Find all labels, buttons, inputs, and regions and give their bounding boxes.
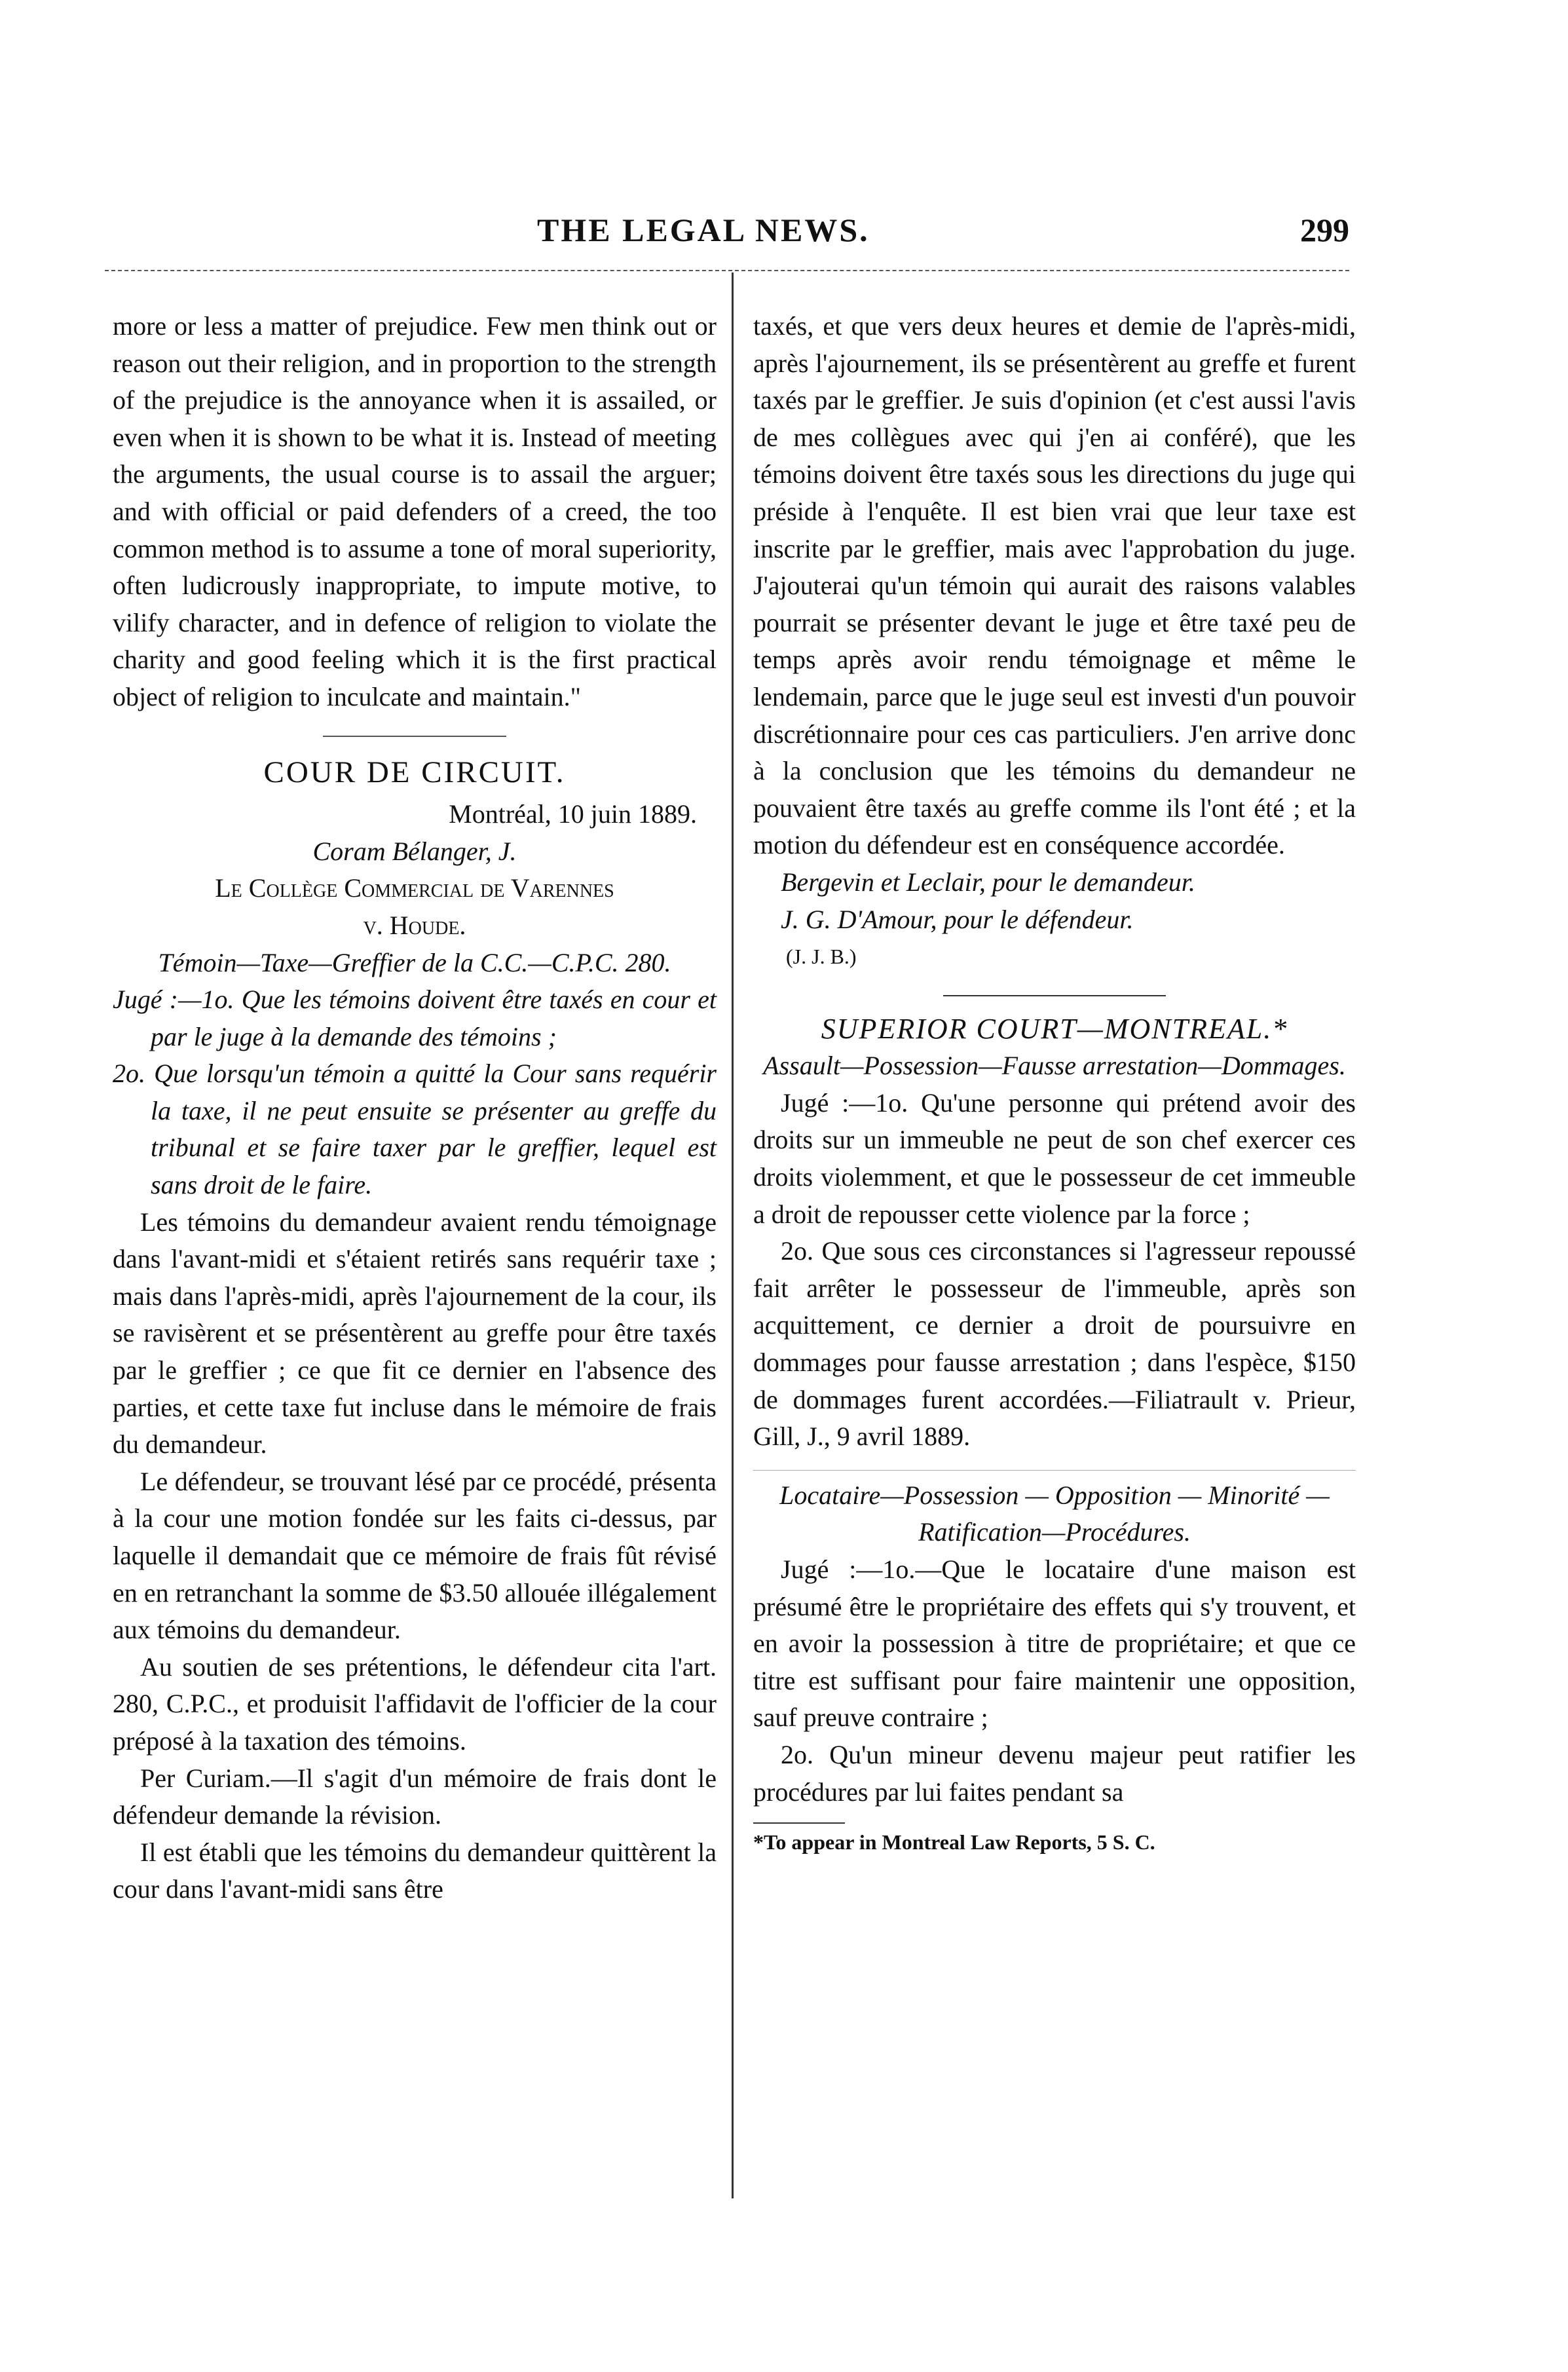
place-date: Montréal, 10 juin 1889. [449,799,697,829]
footnote-rule [753,1822,845,1824]
left-column [113,308,717,1908]
header-rule [105,270,1349,271]
holding-2: 2o. Que sous ces circonstances si l'agresseur repoussé fait arrêter le possesseur de l'immeuble, après son acquittement, ce dernier a droit de poursuivre en dommages pour fausse arrestation ; dans l'espèce, $150 de dommages furent accordées.—Filiatrault v. Prieur, Gill, J., 9 avril 1889. [753,1236,1356,1452]
holding-2: 2o. Que lorsqu'un témoin a quitté la Cour sans requérir la taxe, il ne peut ensuite se présenter au greffe du tribunal et se faire taxer par le greffier, lequel est sans droit de le faire. [113,1059,717,1200]
counsel-defendant: J. G. D'Amour, pour le défendeur. [781,904,1134,934]
case-subject: Assault—Possession—Fausse arrestation—Dommages. [763,1051,1346,1081]
section-separator [753,1470,1356,1471]
case-parties-defendant: v. Houde. [363,910,466,940]
paragraph: Les témoins du demandeur avaient rendu témoignage dans l'avant-midi et s'étaient retirés sans requérir taxe ; mais dans l'après-midi, après l'ajournement de la cour, ils se ravisèrent et se présentèrent au greffe pour être taxés par le greffier ; ce que fit ce dernier en l'absence des parties, et cette taxe fut incluse dans le mémoire de frais du demandeur. [113,1207,717,1459]
running-header [105,211,1349,257]
court-heading: COUR DE CIRCUIT. [263,755,566,789]
case-subject: Témoin—Taxe—Greffier de la C.C.—C.P.C. 280. [158,947,671,977]
paragraph: Il est établi que les témoins du demandeur quittèrent la cour dans l'avant-midi sans être [113,1837,717,1904]
section-separator [943,995,1166,996]
holding-1: Jugé :—1o. Qu'une personne qui prétend avoir des droits sur un immeuble ne peut de son chef exercer ces droits violemment, et que le possesseur de cet immeuble a droit de repousser cette violence par la force ; [753,1087,1356,1229]
holding-1: Jugé :—1o. Que les témoins doivent être taxés en cour et par le juge à la demande des témoins ; [113,985,717,1051]
case-subject: Locataire—Possession — Opposition — Minorité —Ratification—Procédures. [779,1480,1330,1547]
paragraph: taxés, et que vers deux heures et demie de l'après-midi, après l'ajournement, ils se présentèrent au greffe et furent taxés par le greffier. Je suis d'opinion (et c'est aussi l'avis de mes collègues avec qui j'en ai conféré), que les témoins doivent être taxés sous les directions du juge qui préside à l'enquête. Il est bien vrai que leur taxe est inscrite par le greffier, mais avec l'approbation du juge. J'ajouterai qu'un témoin qui aurait des raisons valables pourrait se présenter devant le juge et être taxé peu de temps après avoir rendu témoignage et même le lendemain, parce que le juge seul est investi d'un pouvoir discrétionnaire pour ces cas particuliers. J'en arrive donc à la conclusion que les témoins du demandeur ne pouvaient être taxés au greffe comme ils l'ont été ; et la motion du défendeur est en conséquence accordée. [753,311,1356,860]
coram-line: Coram Bélanger, J. [312,836,517,866]
paragraph: more or less a matter of prejudice. Few men think out or reason out their religion, and in proportion to the strength of the prejudice is the annoyance when it is assailed, or even when it is shown to be what it is. Instead of meeting the arguments, the usual course is to assail the arguer; and with official or paid defenders of a creed, the too common method is to assume a tone of moral superiority, often ludicrously inappropriate, to impute motive, to vilify character, and in defence of religion to violate the charity and good feeling which it is the first practical object of religion to inculcate and maintain." [113,311,717,711]
paragraph: Au soutien de ses prétentions, le défendeur cita l'art. 280, C.P.C., et produisit l'affidavit de l'officier de la cour préposé à la taxation des témoins. [113,1651,717,1756]
holding-1: Jugé :—1o.—Que le locataire d'une maison est présumé être le propriétaire des effets qui s'y trouvent, et en avoir la possession à titre de propriétaire; et que ce titre est suffisant pour faire maintenir une opposition, sauf preuve contraire ; [753,1554,1356,1733]
holding-2: 2o. Qu'un mineur devenu majeur peut ratifier les procédures par lui faites pendant sa [753,1739,1356,1807]
journal-title: THE LEGAL NEWS. [537,212,870,248]
paragraph: Le défendeur, se trouvant lésé par ce procédé, présenta à la cour une motion fondée sur les faits ci-dessus, par laquelle il demandait que ce mémoire de frais fût révisé en en retranchant la somme de $3.50 allouée illégalement aux témoins du demandeur. [113,1466,717,1645]
page-number: 299 [1300,212,1349,248]
footnote: *To appear in Montreal Law Reports, 5 S. C. [753,1830,1155,1854]
right-column [753,308,1356,1856]
paragraph: Per Curiam.—Il s'agit d'un mémoire de frais dont le défendeur demande la révision. [113,1763,717,1830]
court-heading: SUPERIOR COURT—MONTREAL.* [821,1012,1288,1045]
section-separator [323,736,506,737]
column-divider [732,273,734,2198]
counsel-plaintiff: Bergevin et Leclair, pour le demandeur. [781,867,1195,897]
case-parties: Le Collège Commercial de Varennes [215,873,614,903]
reporter-initials: (J. J. B.) [786,945,857,969]
